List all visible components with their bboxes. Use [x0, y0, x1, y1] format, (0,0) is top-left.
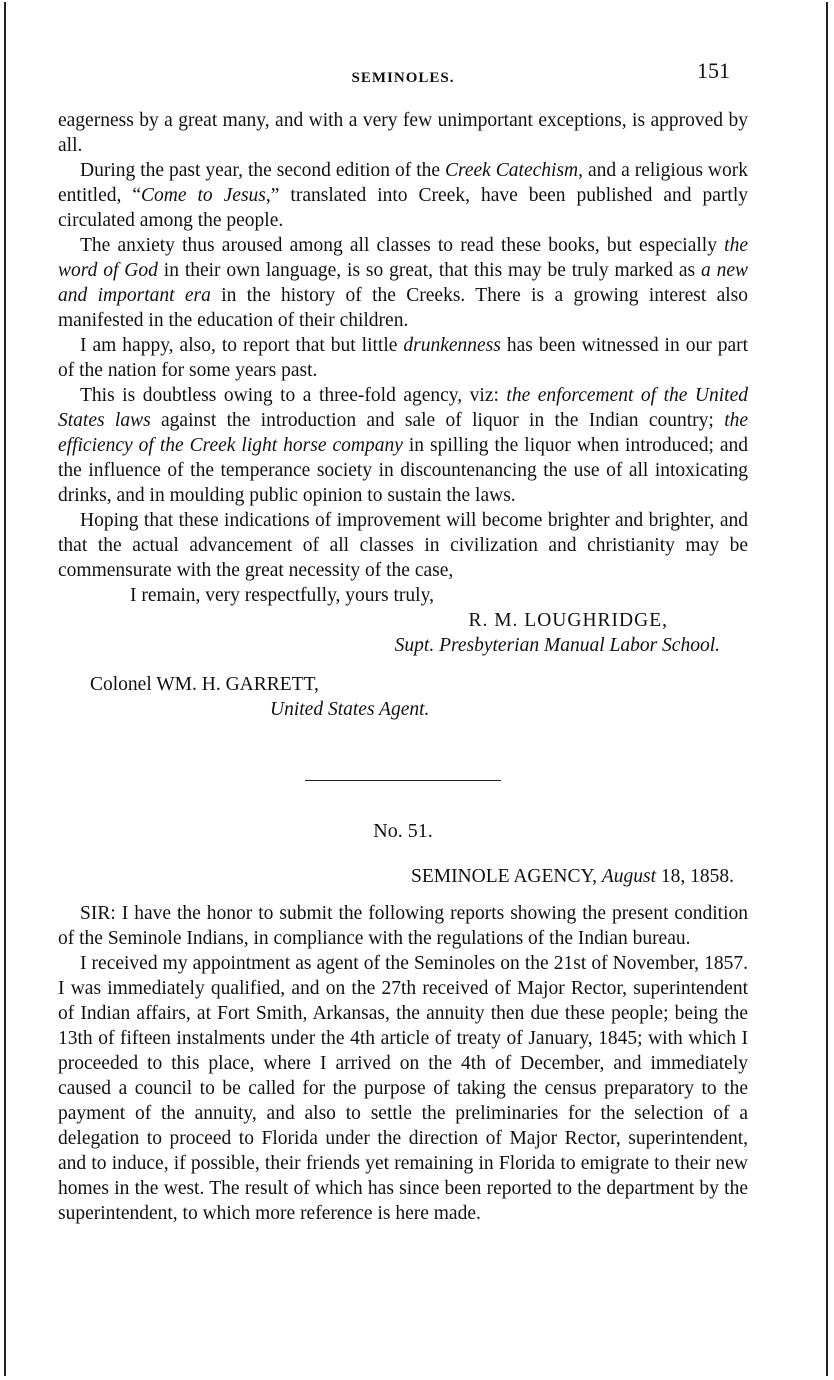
book-title: Creek Catechism	[445, 160, 579, 181]
text-run: I have the honor to submit the following reports showing the present condition of the Seminole Indians, in compliance with the regulations of the Indian bureau.	[58, 903, 748, 949]
paragraph-appointment: I received my appointment as agent of the Seminoles on the 21st of November, 1857. I was immediately qualified, and on the 27th received of Major Rector, superintendent of Indian affairs, at Fort Smith, Arkansas, the annuity then due these people; being the 13th of fifteen instalments under the 4th article of treaty of January, 1845; with which I proceeded to this place, where I arrived on the 4th of December, and immediately caused a council to be called for the purpose of taking the census preparatory to the payment of the annuity, and also to settle the preliminaries for the selection of a delegation to proceed to Florida under the direction of Major Rector, superintendent, and to induce, if possible, their friends yet remaining in Florida to emigrate to their new homes in the west. The result of which has since been reported to the department by the superintendent, to which more reference is here made.	[58, 953, 748, 1224]
signature-title: Supt. Presbyterian Manual Labor School.	[394, 635, 720, 656]
text-run: has been witnessed in our part of the nation for some years past.	[58, 335, 749, 381]
body-text	[58, 108, 748, 1226]
addressee-name: Colonel WM. H. GARRETT,	[90, 674, 319, 695]
paragraph-anxiety	[58, 233, 748, 333]
text-run: in their own language, is so great, that this may be truly marked as	[157, 260, 701, 281]
running-head: SEMINOLES.	[351, 70, 455, 86]
addressee-title: United States Agent.	[270, 699, 430, 720]
book-title: Come to Jesus	[141, 185, 266, 206]
letter-closing: I remain, very respectfully, yours truly,	[130, 585, 434, 606]
dateline-date: 18, 1858.	[660, 866, 734, 887]
paragraph-salutation	[58, 901, 748, 951]
dateline-month: August	[601, 866, 656, 887]
paragraph-publications	[58, 158, 748, 233]
signature-name: R. M. LOUGHRIDGE,	[468, 610, 668, 631]
dateline-place: SEMINOLE AGENCY,	[410, 866, 597, 887]
text-run: in spilling the liquor when introduced; and the influence of the temperance society in discountenancing the use of all intoxicating drinks, and in moulding public opinion to sustain the laws.	[58, 435, 748, 506]
letter-body	[58, 901, 748, 1226]
emphasis: the word of God	[58, 235, 748, 281]
dateline	[58, 864, 748, 889]
text-run: against the introduction and sale of liquor in the Indian country;	[150, 410, 725, 431]
section-divider	[305, 780, 501, 781]
emphasis: a new and important era	[58, 260, 748, 306]
text-run: in the history of the Creeks. There is a growing interest also manifested in the education of their children.	[58, 285, 748, 331]
text-run: During the past year, the second edition of the	[80, 160, 445, 181]
paragraph-drunkenness	[58, 333, 748, 383]
page-header	[58, 58, 748, 88]
text-run: I am happy, also, to report that but little	[80, 335, 404, 356]
text-run: This is doubtless owing to a three-fold agency, viz:	[80, 385, 507, 406]
paragraph-hoping: Hoping that these indications of improvement will become brighter and brighter, and that the actual advancement of all classes in civilization and christianity may be commensurate with the great necessity of the case,	[58, 510, 748, 581]
text-run: ,” translated into Creek, have been published and partly circulated among the people.	[58, 185, 748, 231]
text-run: The anxiety thus aroused among all classes to read these books, but especially	[80, 235, 725, 256]
emphasis: drunkenness	[403, 335, 501, 356]
document-number: No. 51.	[373, 820, 433, 842]
emphasis: the efficiency of the Creek light horse company	[58, 410, 749, 456]
paragraph-agency	[58, 383, 748, 508]
emphasis: the enforcement of the United States laws	[58, 385, 748, 431]
salutation: SIR:	[80, 903, 116, 924]
text-run: , and a religious work entitled, “	[58, 160, 748, 206]
paragraph-continuation: eagerness by a great many, and with a very few unimportant exceptions, is approved by all.	[58, 110, 748, 156]
page-number: 151	[697, 58, 730, 83]
